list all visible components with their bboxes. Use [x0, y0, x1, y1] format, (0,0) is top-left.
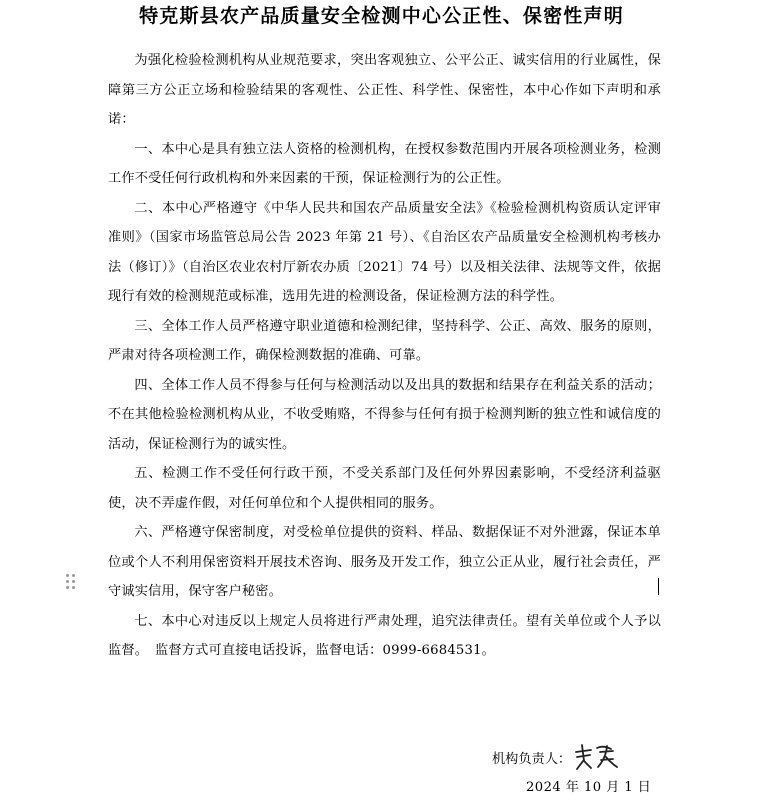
paragraph-intro: 为强化检验检测机构从业规范要求，突出客观独立、公平公正、诚实信用的行业属性，保障第三方公正立场和检验结果的客观性、公正性、科学性、保密性，本中心作如下声明和承诺：: [108, 53, 661, 127]
paragraph-5: 五、检测工作不受任何行政干预，不受关系部门及任何外界因素影响，不受经济利益驱使，决不弄虚作假，对任何单位和个人提供相同的服务。: [108, 466, 661, 511]
signature-line: [492, 742, 619, 772]
paragraph-6: 六、严格遵守保密制度，对受检单位提供的资料、样品、数据保证不对外泄露，保证本单位或个人不利用保密资料开展技术咨询、服务及开发工作，独立公正从业，履行社会责任，严守诚实信用，保守客户秘密。: [108, 525, 661, 599]
document-date: 2024 年 10 月 1 日: [526, 780, 652, 795]
drag-handle-icon[interactable]: [66, 574, 76, 592]
paragraph-7: 七、本中心对违反以上规定人员将进行严肃处理，追究法律责任。望有关单位或个人予以监督。 监督方式可直接电话投诉，监督电话：0999-6684531。: [108, 613, 661, 658]
text-cursor: [658, 578, 659, 595]
signature-label: 机构负责人：: [492, 751, 572, 767]
document-title: 特克斯县农产品质量安全检测中心公正性、保密性声明: [139, 5, 624, 27]
document-body[interactable]: [108, 46, 661, 666]
paragraph-3: 三、全体工作人员严格遵守职业道德和检测纪律，坚持科学、公正、高效、服务的原则，严肃对待各项检测工作，确保检测数据的准确、可靠。: [108, 318, 661, 363]
handwritten-signature: [573, 742, 619, 772]
paragraph-2: 二、本中心严格遵守《中华人民共和国农产品质量安全法》《检验检测机构资质认定评审准则》（国家市场监管总局公告 2023 年第 21 号）、《自治区农产品质量安全检测机构考核办法（修订）》（自治区农业农村厅新农办质〔2021〕74 号）以及相关法律、法规等文件，依据现行有效的检测规范或标准，选用先进的检测设备，保证检测方法的科学性。: [108, 200, 661, 304]
paragraph-1: 一、本中心是具有独立法人资格的检测机构，在授权参数范围内开展各项检测业务，检测工作不受任何行政机构和外来因素的干预，保证检测行为的公正性。: [108, 141, 661, 186]
paragraph-4: 四、全体工作人员不得参与任何与检测活动以及出具的数据和结果存在利益关系的活动；不在其他检验检测机构从业，不收受贿赂，不得参与任何有损于检测判断的独立性和诚信度的活动，保证检测行为的诚实性。: [108, 377, 661, 452]
